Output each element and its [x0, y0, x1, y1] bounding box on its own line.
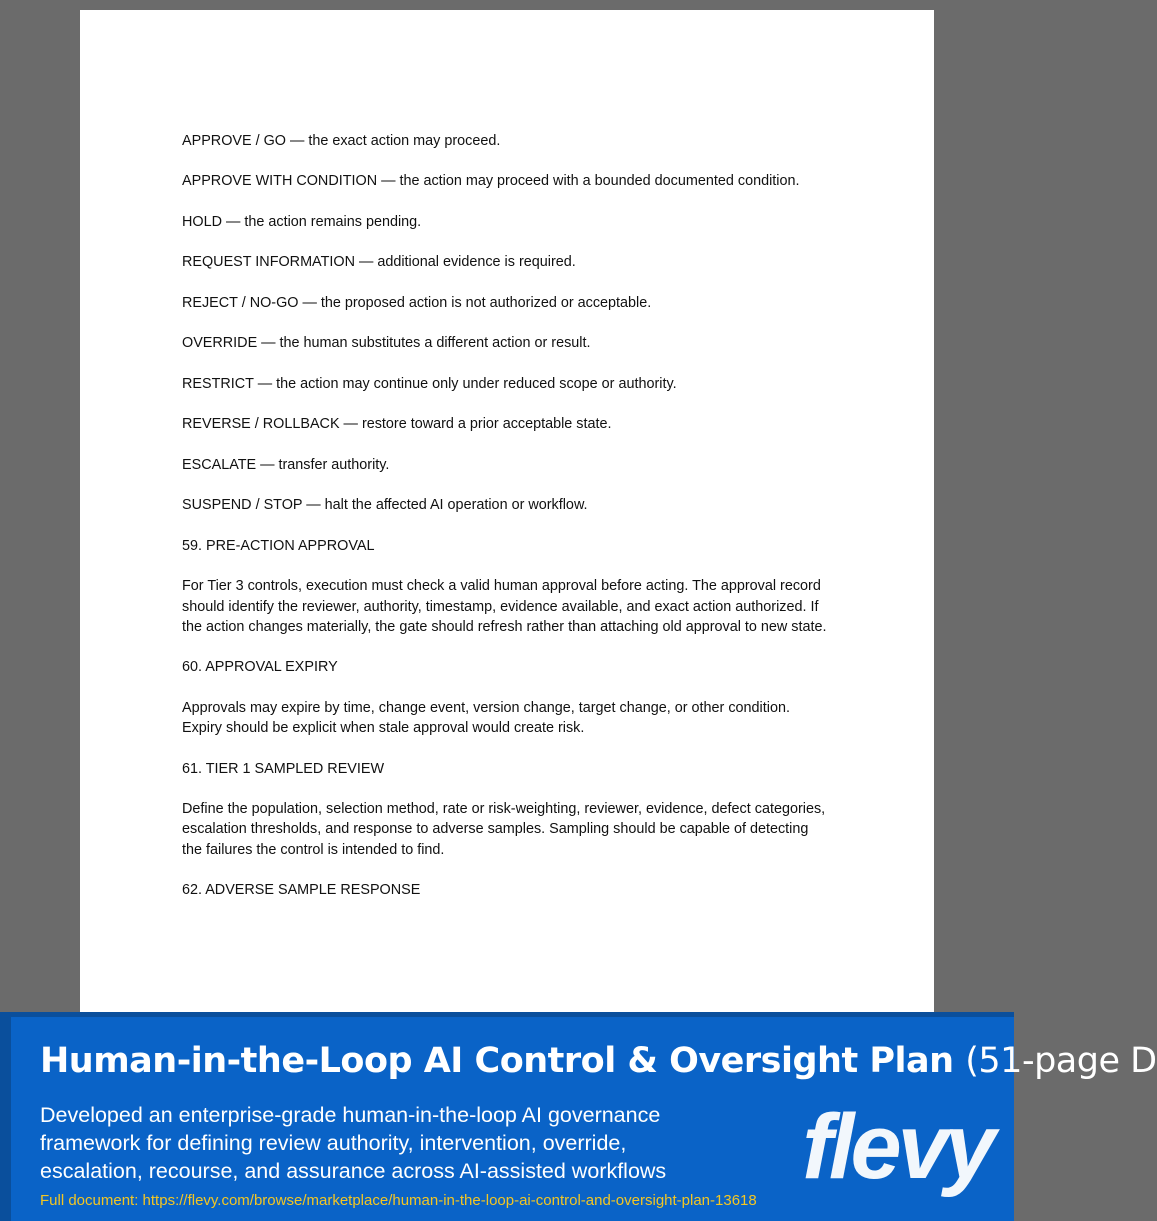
decision-suspend-stop: SUSPEND / STOP — halt the affected AI operation or workflow.	[182, 497, 588, 514]
flevy-logo[interactable]: flevy	[802, 1096, 992, 1198]
banner-edge	[0, 1017, 11, 1221]
banner-description: Developed an enterprise-grade human-in-the-loop AI governance framework for defining review authority, intervention, override, escalation, recourse, and assurance across AI-assisted workflows	[40, 1103, 667, 1183]
section-body-60: Approvals may expire by time, change event, version change, target change, or other condition. Expiry should be explicit when stale approval would create risk.	[182, 699, 790, 737]
decision-reject-no-go: REJECT / NO-GO — the proposed action is not authorized or acceptable.	[182, 294, 652, 311]
decision-approve-go: APPROVE / GO — the exact action may proceed.	[182, 133, 501, 149]
decision-approve-with-condition: APPROVE WITH CONDITION — the action may proceed with a bounded documented condition.	[182, 173, 800, 190]
promo-banner	[0, 1012, 1157, 1221]
section-heading-60: 60. APPROVAL EXPIRY	[182, 659, 338, 676]
section-body-59: For Tier 3 controls, execution must check a valid human approval before acting. The approval record should identify the reviewer, authority, timestamp, evidence available, and exact action authorized. If the action changes materially, the gate should refresh rather than attaching old approval to new state.	[182, 578, 827, 635]
banner-title-main: Human-in-the-Loop AI Control & Oversight Plan	[40, 1041, 954, 1081]
full-document-link[interactable]: Full document: https://flevy.com/browse/marketplace/human-in-the-loop-ai-control-and-oversight-plan-13618	[40, 1192, 757, 1209]
document-page	[80, 10, 934, 1020]
decision-override: OVERRIDE — the human substitutes a different action or result.	[182, 335, 591, 352]
decision-escalate: ESCALATE — transfer authority.	[182, 456, 390, 473]
section-heading-62: 62. ADVERSE SAMPLE RESPONSE	[182, 882, 421, 899]
section-heading-61: 61. TIER 1 SAMPLED REVIEW	[182, 760, 385, 777]
decision-request-information: REQUEST INFORMATION — additional evidence is required.	[182, 254, 576, 271]
decision-restrict: RESTRICT — the action may continue only under reduced scope or authority.	[182, 375, 677, 392]
section-body-61: Define the population, selection method, rate or risk-weighting, reviewer, evidence, defect categories, escalation thresholds, and response to adverse samples. Sampling should be capable of detecting the failures the control is intended to find.	[182, 801, 826, 858]
banner-title-suffix: (51-page D	[965, 1041, 1157, 1081]
decision-hold: HOLD — the action remains pending.	[182, 213, 422, 230]
banner-title	[40, 1041, 1157, 1081]
section-heading-59: 59. PRE-ACTION APPROVAL	[182, 537, 375, 554]
decision-reverse-rollback: REVERSE / ROLLBACK — restore toward a prior acceptable state.	[182, 416, 612, 433]
page-content	[182, 131, 832, 921]
